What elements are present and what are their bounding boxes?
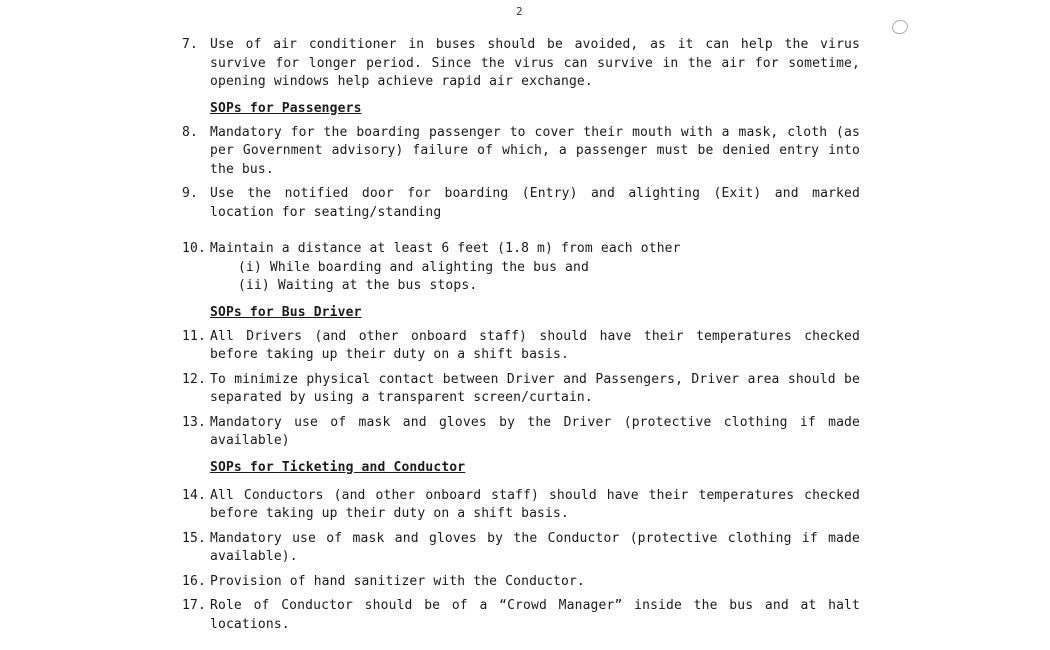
list-item-8 [180, 124, 860, 180]
item-text: Use of air conditioner in buses should be avoided, as it can help the virus survive for longer period. Since the virus can survive in the air for sometime, opening windows help achieve rapid air exchange. [210, 37, 860, 89]
item-text: Mandatory use of mask and gloves by the Conductor (protective clothing if made available). [210, 530, 860, 564]
item-number: 12. [182, 371, 206, 387]
item-number: 17. [182, 598, 206, 613]
scan-mark-icon [890, 18, 909, 36]
item-number: 11. [182, 328, 206, 344]
section-heading-passengers: SOPs for Passengers [210, 100, 362, 116]
list-item-9 [180, 185, 860, 222]
list-item-16 [180, 573, 860, 592]
item-text: Provision of hand sanitizer with the Conductor. [210, 573, 585, 589]
list-item-7 [180, 36, 860, 92]
sub-item-1: (i) While boarding and alighting the bus and [238, 259, 589, 275]
section-heading-driver: SOPs for Bus Driver [210, 304, 362, 320]
page-number: 2 [516, 5, 523, 18]
item-number: 14. [182, 487, 206, 503]
item-number: 7. [182, 37, 198, 52]
item-number: 13. [182, 414, 206, 430]
list-item-15 [180, 530, 860, 567]
list-item-14 [180, 487, 860, 524]
list-item-13 [180, 414, 860, 451]
document-body [180, 36, 860, 634]
sub-item-2: (ii) Waiting at the bus stops. [238, 278, 478, 293]
item-text: Maintain a distance at least 6 feet (1.8 m) from each other [210, 241, 681, 256]
item-number: 9. [182, 186, 198, 201]
item-text: All Conductors (and other onboard staff) should have their temperatures checked before taking up their duty on a shift basis. [210, 487, 860, 521]
item-number: 10. [182, 241, 206, 256]
item-number: 8. [182, 124, 198, 140]
item-text: All Drivers (and other onboard staff) should have their temperatures checked before taking up their duty on a shift basis. [210, 328, 860, 362]
item-text: Mandatory use of mask and gloves by the Driver (protective clothing if made available) [210, 414, 860, 448]
item-text: Mandatory for the boarding passenger to cover their mouth with a mask, cloth (as per Government advisory) failure of which, a passenger must be denied entry into the bus. [210, 124, 860, 177]
list-item-10 [180, 240, 860, 259]
item-number: 15. [182, 530, 206, 546]
item-text: To minimize physical contact between Driver and Passengers, Driver area should be separated by using a transparent screen/curtain. [210, 371, 860, 405]
list-item-12 [180, 371, 860, 408]
list-item-11 [180, 328, 860, 365]
item-text: Role of Conductor should be of a “Crowd Manager” inside the bus and at halt locations. [210, 598, 860, 632]
list-item-17 [180, 597, 860, 634]
item-number: 16. [182, 573, 206, 589]
item-text: Use the notified door for boarding (Entry) and alighting (Exit) and marked location for seating/standing [210, 186, 860, 220]
section-heading-ticketing: SOPs for Ticketing and Conductor [210, 459, 466, 475]
